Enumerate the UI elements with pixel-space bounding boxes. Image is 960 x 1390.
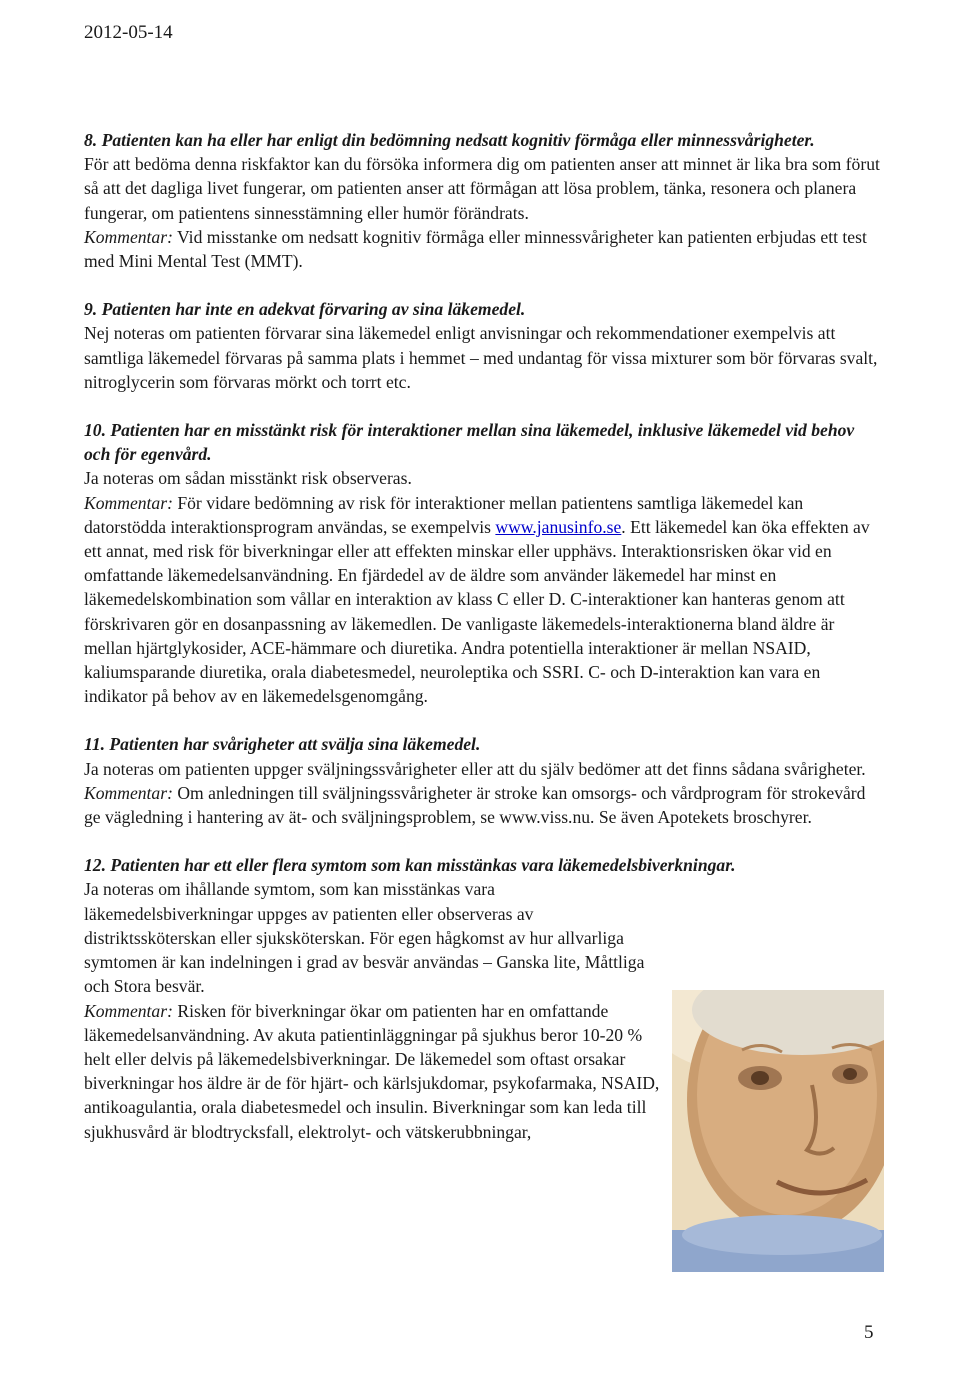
kommentar-label: Kommentar:: [84, 226, 173, 247]
item12-kommentar: [84, 999, 664, 1144]
kommentar-text: Vid misstanke om nedsatt kognitiv förmåga eller minnessvårigheter kan patienten erbjudas ett test med Mini Mental Test (MMT).: [84, 226, 867, 272]
kommentar-label: Kommentar:: [84, 1000, 173, 1021]
kommentar-text-post: . Ett läkemedel kan öka effekten av ett annat, med risk för biverkningar eller att effekten minskar eller upphävs. Interaktionsrisken ökar vid en omfattande läkemedelsanvändning. En fjärdedel av de äldre som använder läkemedel har minst en läkemedelskombination som vållar en interaktion av klass C eller D. C-interaktioner kan hanteras genom att förskrivaren gör en dosanpassning av läkemedlen. De vanligaste läkemedels-interaktionerna bland äldre är mellan hjärtglykosider, ACE-hämmare och diuretika. Andra potentiella interaktioner är mellan NSAID, kaliumsparande diuretika, orala diabetesmedel, neuroleptika och SSRI. C- och D-interaktion kan vara en indikator på behov av en läkemedelsgenomgång.: [84, 516, 870, 707]
item12-body: Ja noteras om ihållande symtom, som kan misstänkas vara läkemedelsbiverkningar uppges av patienten eller observeras av distriktssköterskan eller sjuksköterskan. För egen hågkomst av hur allvarliga symtomen är kan indelningen i grad av besvär användas – Ganska lite, Måttliga och Stora besvär.: [84, 879, 645, 997]
item12-heading: 12. Patienten har ett eller flera symtom som kan misstänkas vara läkemedelsbiverkningar.: [84, 855, 736, 876]
kommentar-text-pre: För vidare bedömning av risk för interaktioner mellan patientens samtliga läkemedel kan datorstödda interaktionsprogram användas, se exempelvis: [84, 492, 804, 537]
kommentar-text: Risken för biverkningar ökar om patienten har en omfattande läkemedelsanvändning. Av akuta patientinläggningar på sjukhus beror 10-20 % helt eller delvis på läkemedelsbiverkningar. De läkemedel som oftast orsakar biverkningar hos äldre är de för hjärt- och kärlsjukdomar, psykofarmaka, NSAID, antikoagulantia, orala diabetesmedel och insulin. Biverkningar som kan leda till sjukhusvård är blodtrycksfall, elektrolyt- och vätskerubbningar,: [84, 1000, 660, 1142]
item12-text: [84, 877, 664, 1143]
item10-kommentar: [84, 491, 884, 709]
portrait-illustration: [672, 990, 884, 1272]
kommentar-text: Om anledningen till sväljningssvårigheter är stroke kan omsorgs- och vårdprogram för strokevård ge vägledning i hantering av ät- och sväljningsproblem, se www.viss.nu. Se även Apotekets broschyrer.: [84, 782, 866, 828]
item11-kommentar: [84, 781, 884, 829]
page-date: 2012-05-14: [84, 22, 173, 43]
page-number: 5: [864, 1322, 874, 1343]
item8-body: För att bedöma denna riskfaktor kan du försöka informera dig om patienten anser att minnet är lika bra som förut så att det dagliga livet fungerar, om patienten anser att förmågan att lösa problem, tänka, resonera och planera fungerar, om patientens sinnesstämning eller humör förändrats.: [84, 154, 880, 223]
kommentar-label: Kommentar:: [84, 782, 173, 803]
elderly-woman-photo: [672, 990, 884, 1272]
item9-body: Nej noteras om patienten förvarar sina läkemedel enligt anvisningar och rekommendationer exempelvis att samtliga läkemedel förvaras på samma plats i hemmet – med undantag för vissa mixturer som bör förvaras svalt, nitroglycerin som förvaras mörkt och torrt etc.: [84, 323, 878, 392]
janusinfo-link[interactable]: www.janusinfo.se: [495, 516, 622, 537]
item8-heading: 8. Patienten kan ha eller har enligt din bedömning nedsatt kognitiv förmåga eller minnessvårigheter.: [84, 130, 815, 150]
item9-heading: 9. Patienten har inte en adekvat förvaring av sina läkemedel.: [84, 299, 526, 320]
kommentar-label: Kommentar:: [84, 492, 173, 513]
item11-body: Ja noteras om patienten uppger sväljningssvårigheter eller att du själv bedömer att det finns sådana svårigheter.: [84, 758, 866, 779]
item8-kommentar: [84, 225, 884, 273]
item11-heading: 11. Patienten har svårigheter att svälja sina läkemedel.: [84, 734, 481, 755]
item10-heading: 10. Patienten har en misstänkt risk för interaktioner mellan sina läkemedel, inklusive läkemedel vid behov och för egenvård.: [84, 420, 855, 465]
item10-body: Ja noteras om sådan misstänkt risk observeras.: [84, 468, 412, 489]
